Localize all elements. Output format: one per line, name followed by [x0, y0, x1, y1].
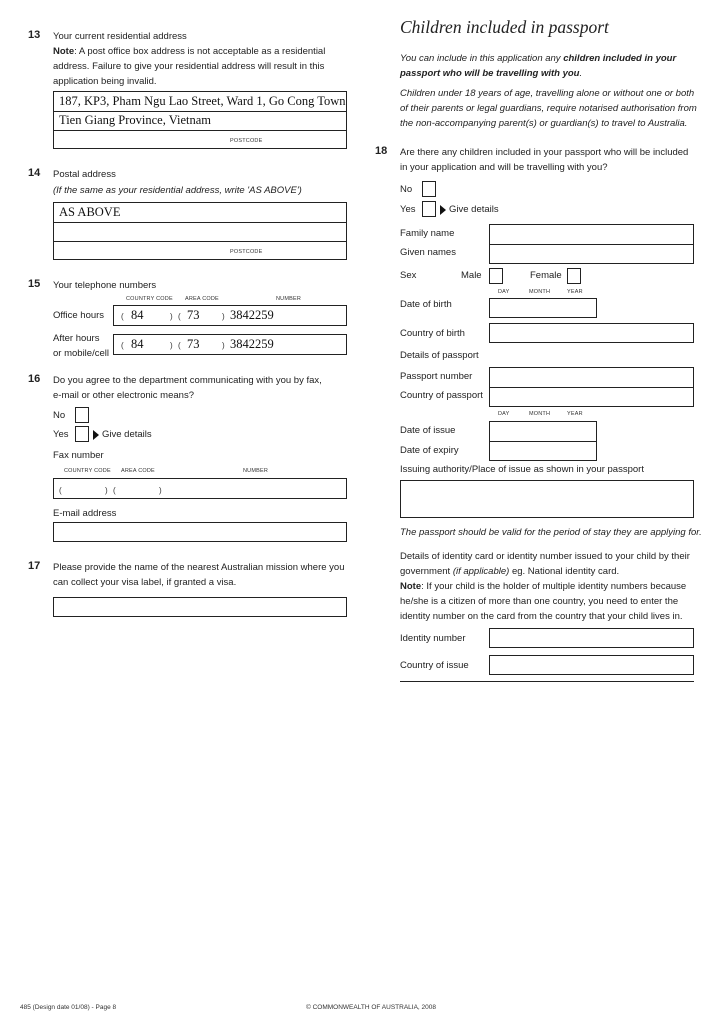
q16-email-field[interactable] — [53, 522, 347, 542]
paren-open: ( — [121, 341, 124, 350]
q14-number: 14 — [28, 167, 41, 179]
q13-note-text1: : A post office box address is not acceptable as a residential — [74, 46, 326, 57]
q18-issue-day-label: DAY — [498, 411, 510, 417]
q18-dob-day-label: DAY — [498, 289, 510, 295]
q18-male-checkbox[interactable] — [489, 268, 503, 284]
q14-row-divider-2 — [54, 241, 346, 242]
q15-office-area[interactable]: 73 — [187, 308, 200, 322]
q13-note-line2: address. Failure to give your residential address will result in this — [53, 61, 325, 72]
q18-passport-field[interactable] — [489, 367, 694, 407]
q18-number: 18 — [375, 145, 388, 157]
q13-note-label: Note — [53, 46, 75, 57]
q18-cob-field[interactable] — [489, 323, 694, 343]
q15-office-number[interactable]: 3842259 — [230, 308, 274, 322]
q18-country-issue-label: Country of issue — [400, 660, 469, 671]
q18-dob-field[interactable] — [489, 298, 597, 318]
q18-issue-month-label: MONTH — [529, 411, 551, 417]
q16-yes-label: Yes — [53, 429, 69, 440]
q18-question-line1: Are there any children included in your passport who will be included — [400, 147, 689, 158]
paren-open: ( — [121, 312, 124, 321]
section-intro2-line3: the non-accompanying parent(s) or guardian(s) to travel to Australia. — [400, 118, 688, 129]
q18-cob-label: Country of birth — [400, 328, 465, 339]
paren-close: ) — [170, 312, 173, 321]
paren-close: ) — [222, 341, 225, 350]
identity-note-label: Note — [400, 581, 422, 592]
q15-after-country[interactable]: 84 — [131, 337, 144, 351]
q16-area-code-label: AREA CODE — [121, 468, 155, 474]
q14-hint: (If the same as your residential address, write 'AS ABOVE') — [53, 185, 302, 196]
q18-identity-number-label: Identity number — [400, 633, 466, 644]
identity-text-a: government — [400, 566, 453, 577]
q13-question: Your current residential address — [53, 31, 187, 42]
q16-country-code-label: COUNTRY CODE — [64, 468, 111, 474]
q18-female-label: Female — [530, 270, 562, 281]
q13-row-divider-2 — [54, 130, 346, 131]
paren-close: ) — [222, 312, 225, 321]
q14-postcode-label: POSTCODE — [230, 249, 263, 255]
q17-number: 17 — [28, 560, 41, 572]
footer-left: 485 (Design date 01/08) - Page 8 — [20, 1004, 117, 1011]
q18-identity-note-line2: he/she is a citizen of more than one country, you need to enter the — [400, 596, 679, 607]
q18-country-issue-field[interactable] — [489, 655, 694, 675]
q16-no-checkbox[interactable] — [75, 407, 89, 423]
q13-note-line1 — [53, 44, 325, 59]
q18-passport-number-label: Passport number — [400, 371, 473, 382]
q14-address-box[interactable] — [53, 202, 347, 260]
q18-issuing-field[interactable] — [400, 480, 694, 518]
q18-dob-label: Date of birth — [400, 299, 452, 310]
q15-area-code-label: AREA CODE — [185, 296, 219, 302]
section-intro — [400, 51, 700, 81]
q16-give-details: Give details — [102, 429, 152, 440]
footer-center: © COMMONWEALTH OF AUSTRALIA, 2008 — [306, 1004, 436, 1011]
identity-text-b: eg. National identity card. — [509, 566, 620, 577]
q18-identity-note-line1 — [400, 579, 686, 594]
q16-yes-checkbox[interactable] — [75, 426, 89, 442]
q18-family-name-label: Family name — [400, 228, 455, 239]
q18-names-field[interactable] — [489, 224, 694, 264]
q18-identity-line2 — [400, 564, 619, 579]
intro-text: You can include in this application any — [400, 53, 564, 64]
intro-end: . — [579, 68, 583, 79]
section-heading: Children included in passport — [400, 17, 609, 37]
intro-bold: children included in your passport who will be travelling with you — [400, 53, 677, 79]
q18-issue-year-label: YEAR — [567, 411, 583, 417]
q15-after-label1: After hours — [53, 333, 100, 344]
paren-open: ( — [178, 312, 181, 321]
q13-note-line3: application being invalid. — [53, 76, 157, 87]
q16-number-label: NUMBER — [243, 468, 269, 474]
q14-row-divider-1 — [54, 222, 346, 223]
q15-country-code-label: COUNTRY CODE — [126, 296, 173, 302]
q18-give-details: Give details — [449, 204, 499, 215]
q13-address-line2[interactable]: Tien Giang Province, Vietnam — [59, 113, 212, 127]
q15-after-phone-field[interactable] — [113, 334, 347, 355]
q17-mission-field[interactable] — [53, 597, 347, 617]
q18-valid-note: The passport should be valid for the period of stay they are applying for. — [400, 527, 702, 538]
q15-office-label: Office hours — [53, 310, 105, 321]
identity-text-italic: (if applicable) — [452, 566, 510, 577]
identity-note-text1: : If your child is the holder of multiple identity numbers because — [421, 581, 687, 592]
q18-yes-label: Yes — [400, 204, 416, 215]
q15-office-phone-field[interactable] — [113, 305, 347, 326]
q16-email-label: E-mail address — [53, 508, 117, 519]
q16-question-line1: Do you agree to the department communicating with you by fax, — [53, 375, 322, 386]
q16-question-line2: e-mail or other electronic means? — [53, 390, 194, 401]
q15-after-number[interactable]: 3842259 — [230, 337, 274, 351]
q15-number: 15 — [28, 278, 41, 290]
q18-passport-divider — [490, 387, 693, 388]
q15-after-label2: or mobile/cell — [53, 348, 109, 359]
q18-no-label: No — [400, 184, 413, 195]
q18-dates-field[interactable] — [489, 421, 597, 461]
q18-dob-year-label: YEAR — [567, 289, 583, 295]
q14-address-line1[interactable]: AS ABOVE — [59, 205, 121, 219]
q18-identity-line1: Details of identity card or identity number issued to your child by their — [400, 551, 690, 562]
q18-identity-number-field[interactable] — [489, 628, 694, 648]
q16-number: 16 — [28, 373, 41, 385]
q18-dob-month-label: MONTH — [529, 289, 551, 295]
paren-close: ) — [170, 341, 173, 350]
q18-given-names-label: Given names — [400, 247, 456, 258]
q18-no-checkbox[interactable] — [422, 181, 436, 197]
q18-dates-divider — [490, 441, 596, 442]
q15-number-label: NUMBER — [276, 296, 302, 302]
paren-open: ( — [178, 341, 181, 350]
section-intro2-line1: Children under 18 years of age, travelling alone or without one or both — [400, 88, 695, 99]
q18-question-line2: in your application and will be travelling with you? — [400, 162, 608, 173]
q13-row-divider-1 — [54, 111, 346, 112]
paren-open: ( — [59, 486, 62, 495]
q18-identity-note-line3: identity number on the card from the country that your child lives in. — [400, 611, 683, 622]
q18-sex-label: Sex — [400, 270, 417, 281]
q18-issuing-label: Issuing authority/Place of issue as shown in your passport — [400, 464, 644, 475]
q15-question: Your telephone numbers — [53, 280, 157, 291]
q13-postcode-label: POSTCODE — [230, 138, 263, 144]
arrow-right-icon — [440, 205, 446, 215]
q17-question-line2: can collect your visa label, if granted a visa. — [53, 577, 237, 588]
q13-address-box[interactable] — [53, 91, 347, 149]
q13-address-line1[interactable]: 187, KP3, Pham Ngu Lao Street, Ward 1, Go Cong Town — [59, 94, 346, 108]
q15-after-area[interactable]: 73 — [187, 337, 200, 351]
q15-office-country[interactable]: 84 — [131, 308, 144, 322]
q14-question: Postal address — [53, 169, 116, 180]
q18-date-issue-label: Date of issue — [400, 425, 456, 436]
q16-fax-field[interactable] — [53, 478, 347, 499]
arrow-right-icon — [93, 430, 99, 440]
section-intro2-line2: of their parents or legal guardians, require notarised authorisation from — [400, 103, 697, 114]
q18-names-divider — [490, 244, 693, 245]
q18-male-label: Male — [461, 270, 482, 281]
q17-question-line1: Please provide the name of the nearest Australian mission where you — [53, 562, 345, 573]
paren-open: ( — [113, 486, 116, 495]
q18-country-passport-label: Country of passport — [400, 390, 483, 401]
q13-number: 13 — [28, 29, 41, 41]
paren-close: ) — [105, 486, 108, 495]
section-end-rule — [400, 681, 694, 682]
q16-no-label: No — [53, 410, 66, 421]
q16-fax-label: Fax number — [53, 450, 104, 461]
q18-date-expiry-label: Date of expiry — [400, 445, 459, 456]
paren-close: ) — [159, 486, 162, 495]
q18-female-checkbox[interactable] — [567, 268, 581, 284]
q18-yes-checkbox[interactable] — [422, 201, 436, 217]
q18-passport-details-label: Details of passport — [400, 350, 479, 361]
